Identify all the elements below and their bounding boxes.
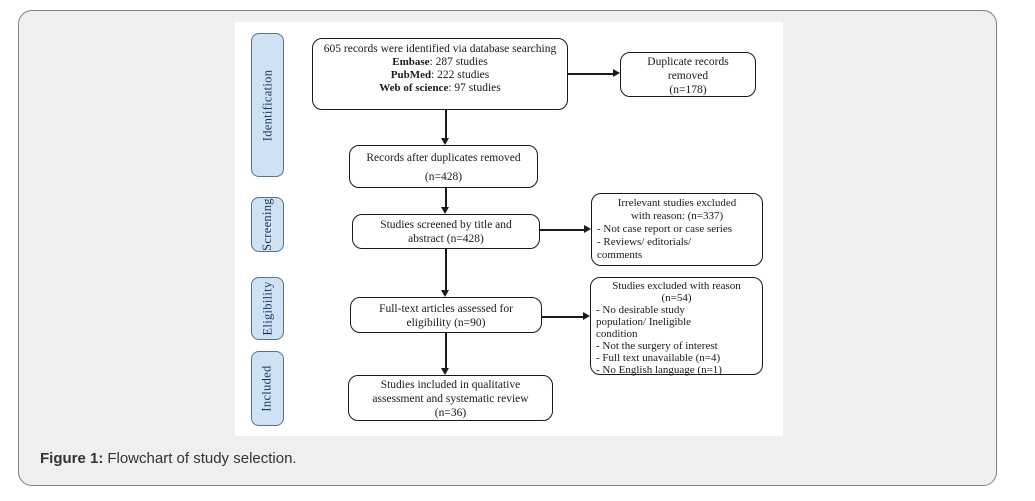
box-studies-excluded bbox=[590, 277, 763, 375]
records-source-pubmed-detail: : 222 studies bbox=[431, 69, 490, 81]
included-line-1: Studies included in qualitative bbox=[380, 379, 521, 391]
records-source-embase-name: Embase bbox=[392, 56, 430, 68]
box-studies-screened bbox=[352, 214, 540, 249]
excluded-bullet-5: - Full text unavailable (n=4) bbox=[596, 352, 721, 364]
connector-records-to-afterduplicates-arrowhead-icon bbox=[441, 138, 449, 145]
connector-fulltext-to-excluded-arrowhead-icon bbox=[583, 312, 590, 320]
connector-fulltext-to-excluded-line bbox=[542, 316, 583, 318]
fulltext-line-1: Full-text articles assessed for bbox=[379, 303, 513, 315]
records-source-webofscience bbox=[313, 82, 567, 95]
stage-label-screening-text: Screening bbox=[260, 198, 274, 251]
irrelevant-bullet-1: - Not case report or case series bbox=[597, 223, 732, 235]
connector-afterduplicates-to-screened-line bbox=[445, 188, 447, 207]
box-studies-included bbox=[348, 375, 553, 421]
stage-label-included bbox=[251, 351, 284, 426]
irrelevant-bullets bbox=[592, 223, 762, 262]
duplicates-line-3: (n=178) bbox=[669, 84, 707, 96]
box-irrelevant-excluded bbox=[591, 193, 763, 266]
connector-fulltext-to-included-arrowhead-icon bbox=[441, 368, 449, 375]
excluded-bullet-3: condition bbox=[596, 328, 638, 340]
connector-records-to-duplicates-arrowhead-icon bbox=[613, 69, 620, 77]
records-source-webofscience-name: Web of science bbox=[379, 82, 449, 94]
after-duplicates-line-2: (n=428) bbox=[424, 171, 463, 183]
excluded-bullet-2: population/ Ineligible bbox=[596, 316, 692, 328]
connector-screened-to-fulltext-line bbox=[445, 249, 447, 290]
stage-label-eligibility-text: Eligibility bbox=[260, 281, 274, 336]
duplicates-line-1: Duplicate records bbox=[647, 56, 729, 68]
box-records-identified bbox=[312, 38, 568, 110]
irrelevant-line-1: Irrelevant studies excluded bbox=[617, 197, 737, 209]
screened-line-2: abstract (n=428) bbox=[408, 233, 484, 245]
figure-caption-text: Flowchart of study selection. bbox=[107, 450, 297, 467]
box-records-after-duplicates bbox=[349, 145, 538, 188]
after-duplicates-line-1: Records after duplicates removed bbox=[366, 152, 521, 164]
irrelevant-bullet-2: - Reviews/ editorials/ bbox=[597, 236, 692, 248]
excluded-bullets bbox=[591, 304, 762, 376]
stage-label-identification bbox=[251, 33, 284, 177]
excluded-bullet-1: - No desirable study bbox=[596, 304, 685, 316]
connector-screened-to-irrelevant-arrowhead-icon bbox=[584, 225, 591, 233]
figure-caption-label: Figure 1: bbox=[40, 450, 104, 467]
included-line-2: assessment and systematic review bbox=[372, 393, 529, 405]
screened-line-1: Studies screened by title and bbox=[380, 219, 512, 231]
stage-label-eligibility bbox=[251, 277, 284, 340]
stage-label-included-text: Included bbox=[260, 365, 275, 412]
records-source-embase-detail: : 287 studies bbox=[429, 56, 488, 68]
connector-fulltext-to-included-line bbox=[445, 333, 447, 368]
irrelevant-line-2: with reason: (n=337) bbox=[630, 210, 724, 222]
records-source-webofscience-detail: : 97 studies bbox=[448, 82, 501, 94]
connector-records-to-duplicates-line bbox=[568, 73, 613, 75]
records-source-embase bbox=[313, 56, 567, 69]
fulltext-line-2: eligibility (n=90) bbox=[406, 317, 486, 329]
duplicates-line-2: removed bbox=[667, 70, 709, 82]
figure-caption bbox=[40, 450, 297, 467]
connector-screened-to-fulltext-arrowhead-icon bbox=[441, 290, 449, 297]
records-source-pubmed bbox=[313, 69, 567, 82]
connector-records-to-afterduplicates-line bbox=[445, 110, 447, 138]
records-source-pubmed-name: PubMed bbox=[390, 69, 432, 81]
excluded-bullet-6: - No English language (n=1) bbox=[596, 364, 722, 376]
connector-screened-to-irrelevant-line bbox=[540, 229, 584, 231]
stage-label-screening bbox=[251, 197, 284, 252]
excluded-line-2: (n=54) bbox=[661, 292, 692, 304]
excluded-line-1: Studies excluded with reason bbox=[612, 280, 741, 292]
records-title: 605 records were identified via database searching bbox=[323, 43, 557, 55]
box-duplicates-removed bbox=[620, 52, 756, 97]
connector-afterduplicates-to-screened-arrowhead-icon bbox=[441, 207, 449, 214]
excluded-bullet-4: - Not the surgery of interest bbox=[596, 340, 718, 352]
irrelevant-bullet-3: comments bbox=[597, 249, 643, 261]
stage-label-identification-text: Identification bbox=[260, 69, 275, 141]
box-fulltext-assessed bbox=[350, 297, 542, 333]
included-line-3: (n=36) bbox=[434, 407, 467, 419]
